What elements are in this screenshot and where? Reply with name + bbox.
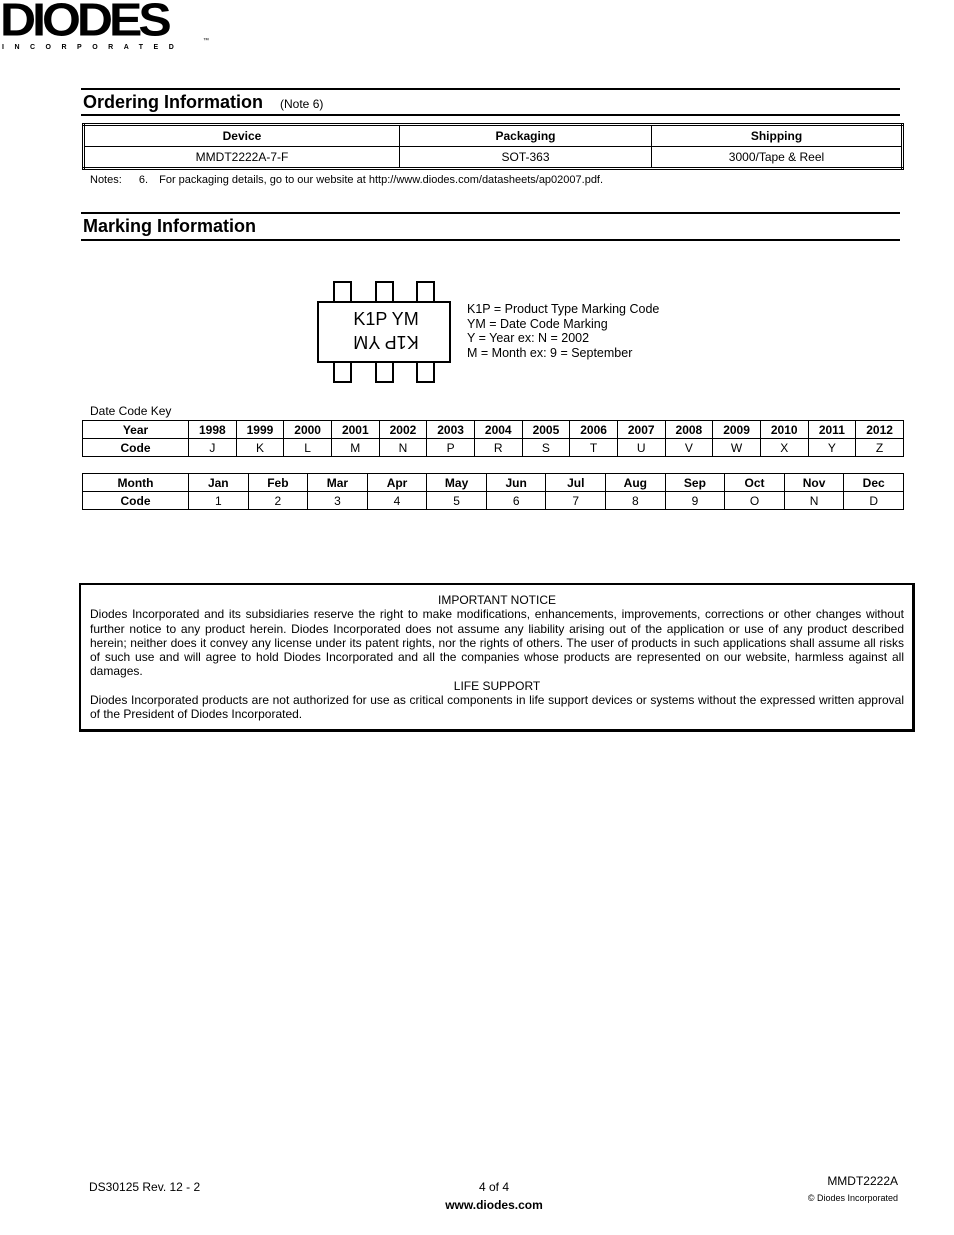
important-notice-box	[79, 583, 915, 732]
table-cell: MMDT2222A-7-F	[84, 147, 400, 169]
table-cell: O	[725, 492, 785, 510]
table-cell: 5	[427, 492, 487, 510]
section-rule	[81, 88, 900, 90]
life-support-body: Diodes Incorporated products are not authorized for use as critical components in life support devices or systems without the expressed written approval of the President of Diodes Incorporated.	[90, 693, 904, 722]
row-header: Code	[83, 492, 189, 510]
row-header: Month	[83, 474, 189, 492]
table-cell: Dec	[844, 474, 904, 492]
table-cell: 7	[546, 492, 606, 510]
legend-line: K1P = Product Type Marking Code	[467, 302, 660, 316]
column-header: Device	[84, 125, 400, 147]
chip-marking-line1: K1P YM	[353, 309, 419, 329]
column-header: Packaging	[400, 125, 652, 147]
ordering-note-ref: (Note 6)	[280, 97, 324, 111]
notice-title: IMPORTANT NOTICE	[437, 593, 556, 607]
table-cell: M	[331, 439, 379, 457]
table-cell: 3	[308, 492, 368, 510]
part-number: MMDT2222A	[827, 1174, 898, 1188]
table-cell: 2002	[379, 421, 427, 439]
table-cell: Jun	[486, 474, 546, 492]
table-cell: 2005	[522, 421, 570, 439]
table-cell: N	[784, 492, 844, 510]
note-number: 6.	[138, 174, 149, 186]
table-cell: T	[570, 439, 618, 457]
table-cell: X	[760, 439, 808, 457]
table-cell: 4	[367, 492, 427, 510]
legend-line: YM = Date Code Marking	[467, 316, 608, 331]
note-text: For packaging details, go to our website at http://www.diodes.com/datasheets/ap02007.pdf.	[159, 174, 604, 186]
table-cell: Aug	[606, 474, 666, 492]
table-cell: Z	[856, 439, 904, 457]
table-cell: D	[844, 492, 904, 510]
section-rule	[81, 212, 900, 214]
row-header: Year	[83, 421, 189, 439]
table-cell: J	[189, 439, 237, 457]
table-cell: 9	[665, 492, 725, 510]
table-cell: W	[713, 439, 761, 457]
table-cell: L	[284, 439, 332, 457]
table-cell: 3000/Tape & Reel	[652, 147, 903, 169]
table-cell: 6	[486, 492, 546, 510]
table-cell: Apr	[367, 474, 427, 492]
table-cell: Nov	[784, 474, 844, 492]
table-cell: 2011	[808, 421, 856, 439]
table-row	[83, 492, 904, 510]
table-cell: 2009	[713, 421, 761, 439]
table-cell: 8	[606, 492, 666, 510]
legend-line: M = Month ex: 9 = September	[467, 345, 633, 360]
year-code-table	[82, 420, 904, 457]
section-rule	[81, 239, 900, 241]
table-cell: 2008	[665, 421, 713, 439]
ordering-notes	[90, 174, 603, 186]
table-cell: 2	[248, 492, 308, 510]
ordering-title	[83, 92, 323, 113]
table-cell: V	[665, 439, 713, 457]
notice-body: Diodes Incorporated and its subsidiaries reserve the right to make modifications, enhancements, improvements, corrections or other changes without further notice to any product herein. Diodes Incorporated does not assume any liability arising out of the application or use of any product described herein; neither does it convey any license under its patent rights, nor the rights of others. The user of products in such applications shall assume all risks of such use and will agree to hold Diodes Incorporated and all the companies whose products are represented on our website, harmless against all damages.	[90, 607, 904, 679]
chip-marking-line2: K1P YM	[353, 332, 419, 352]
column-header: Shipping	[652, 125, 903, 147]
table-cell: Oct	[725, 474, 785, 492]
page-number: 4 of 4	[478, 1180, 510, 1194]
table-cell: Y	[808, 439, 856, 457]
table-cell: K	[236, 439, 284, 457]
table-cell: 2003	[427, 421, 475, 439]
table-cell: Sep	[665, 474, 725, 492]
table-cell: 2010	[760, 421, 808, 439]
section-rule	[81, 114, 900, 116]
table-cell: Jan	[189, 474, 249, 492]
table-cell: 2000	[284, 421, 332, 439]
table-cell: May	[427, 474, 487, 492]
month-code-table	[82, 473, 904, 510]
notes-label: Notes:	[90, 174, 122, 186]
table-cell: 1998	[189, 421, 237, 439]
table-cell: S	[522, 439, 570, 457]
table-cell: 2006	[570, 421, 618, 439]
ordering-table	[82, 123, 904, 170]
table-cell: 2001	[331, 421, 379, 439]
table-row	[83, 421, 904, 439]
table-row	[83, 474, 904, 492]
table-row	[83, 439, 904, 457]
table-cell: U	[617, 439, 665, 457]
ordering-title-text: Ordering Information	[83, 92, 263, 112]
table-cell: 1	[189, 492, 249, 510]
logo-word: DIODES	[0, 0, 168, 46]
table-cell: 2012	[856, 421, 904, 439]
table-cell: Mar	[308, 474, 368, 492]
table-cell: SOT-363	[400, 147, 652, 169]
table-cell: P	[427, 439, 475, 457]
table-cell: 2007	[617, 421, 665, 439]
table-cell: Jul	[546, 474, 606, 492]
marking-legend	[467, 302, 659, 360]
table-cell: N	[379, 439, 427, 457]
copyright: © Diodes Incorporated	[807, 1193, 898, 1203]
sot363-marking-diagram	[316, 280, 456, 386]
table-row	[84, 147, 903, 169]
doc-number: DS30125 Rev. 12 - 2	[89, 1180, 201, 1194]
marking-title: Marking Information	[83, 216, 257, 236]
table-cell: Feb	[248, 474, 308, 492]
logo-trademark: ™	[203, 38, 209, 44]
diodes-logo	[0, 0, 210, 56]
legend-line: Y = Year ex: N = 2002	[467, 331, 590, 345]
table-cell: 2004	[474, 421, 522, 439]
table-cell: R	[474, 439, 522, 457]
row-header: Code	[83, 439, 189, 457]
table-cell: 1999	[236, 421, 284, 439]
table-header-row	[84, 125, 903, 147]
life-support-title: LIFE SUPPORT	[453, 678, 541, 693]
logo-subtext: INCORPORATED	[2, 44, 185, 51]
website-link[interactable]: www.diodes.com	[445, 1198, 543, 1212]
date-code-label: Date Code Key	[90, 404, 172, 418]
